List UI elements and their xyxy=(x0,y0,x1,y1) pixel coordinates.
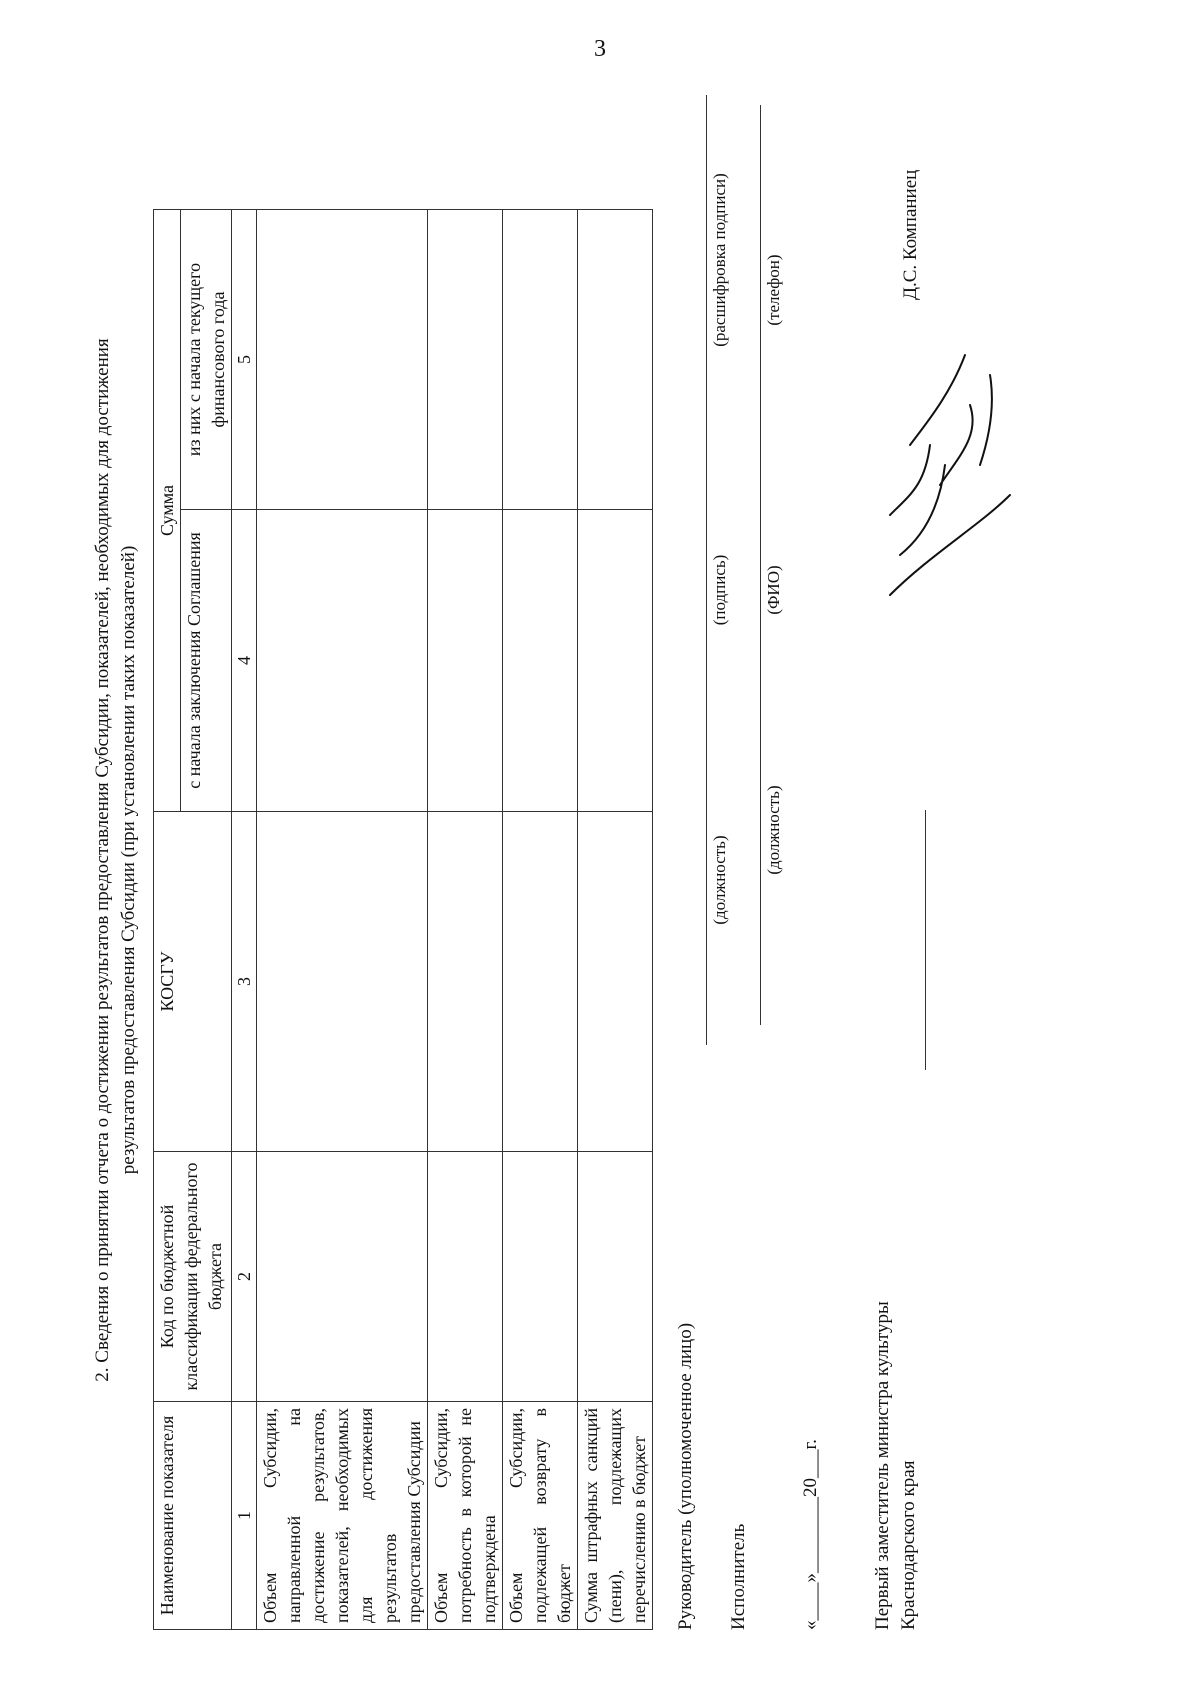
row-kosgu xyxy=(428,812,503,1152)
header-budget-code: Код по бюджетной классификации федерального бюджета xyxy=(154,1152,232,1402)
executor-name-hint: (ФИО) xyxy=(764,565,783,615)
header-kosgu: КОСГУ xyxy=(154,812,232,1152)
head-signature-line xyxy=(706,95,707,1045)
header-sum: Сумма xyxy=(154,210,181,812)
header-sum-current-year: из них с начала текущего финансового года xyxy=(181,210,232,510)
column-number: 5 xyxy=(232,210,257,510)
row-indicator-name: Объем Субсидии, потребность в которой не подтверждена xyxy=(428,1402,503,1630)
approver-title-line-2: Краснодарского края xyxy=(898,1460,919,1630)
head-label: Руководитель (уполномоченное лицо) xyxy=(675,1322,696,1630)
executor-position-hint: (должность) xyxy=(764,785,783,875)
heading-line-2: результатов предоставления Субсидии (при установлении таких показателей) xyxy=(118,545,139,1175)
handwritten-signature xyxy=(870,335,1020,615)
row-sum-current-year xyxy=(503,210,578,510)
heading-line-1: 2. Сведения о принятии отчета о достижении результатов предоставления Субсидии, показателей, необходимых для достижения xyxy=(92,338,113,1382)
table-row xyxy=(503,210,578,1630)
table-row xyxy=(428,210,503,1630)
head-position-hint: (должность) xyxy=(710,835,729,925)
row-indicator-name: Объем Субсидии, подлежащей возврату в бюджет xyxy=(503,1402,578,1630)
table-row xyxy=(578,210,653,1630)
row-sum-current-year xyxy=(578,210,653,510)
executor-phone-hint: (телефон) xyxy=(764,254,783,326)
row-kosgu xyxy=(503,812,578,1152)
row-kosgu xyxy=(578,812,653,1152)
approver-title-line-1: Первый заместитель министра культуры xyxy=(872,1301,893,1630)
document-body xyxy=(80,90,1040,1630)
header-indicator-name: Наименование показателя xyxy=(154,1402,232,1630)
row-sum-since-agreement xyxy=(578,510,653,812)
row-budget-code xyxy=(503,1152,578,1402)
head-name-hint: (расшифровка подписи) xyxy=(710,173,729,347)
header-sum-since-agreement: с начала заключения Соглашения xyxy=(181,510,232,812)
executor-label: Исполнитель xyxy=(728,1523,749,1630)
column-number: 3 xyxy=(232,812,257,1152)
section-heading xyxy=(90,100,142,1620)
row-kosgu xyxy=(257,812,428,1152)
row-sum-since-agreement xyxy=(428,510,503,812)
page-number: 3 xyxy=(594,36,606,62)
table-row xyxy=(257,210,428,1630)
row-sum-current-year xyxy=(428,210,503,510)
row-budget-code xyxy=(428,1152,503,1402)
row-indicator-name: Сумма штрафных санкций (пени), подлежащих перечислению в бюджет xyxy=(578,1402,653,1630)
row-indicator-name: Объем Субсидии, направленной на достижение результатов, показателей, необходимых для достижения результатов предоставления Субсидии xyxy=(257,1402,428,1630)
approver-name: Д.С. Компаниец xyxy=(900,169,921,300)
report-table xyxy=(153,209,653,1630)
column-number: 4 xyxy=(232,510,257,812)
row-sum-current-year xyxy=(257,210,428,510)
head-signature-hint: (подпись) xyxy=(710,554,729,626)
row-sum-since-agreement xyxy=(503,510,578,812)
date-line: «____»________20___г. xyxy=(800,1439,821,1630)
row-budget-code xyxy=(578,1152,653,1402)
row-budget-code xyxy=(257,1152,428,1402)
approver-title xyxy=(870,1301,922,1630)
column-number: 2 xyxy=(232,1152,257,1402)
column-number: 1 xyxy=(232,1402,257,1630)
approver-signature-line xyxy=(925,810,926,1070)
row-sum-since-agreement xyxy=(257,510,428,812)
executor-signature-line xyxy=(760,105,761,1025)
